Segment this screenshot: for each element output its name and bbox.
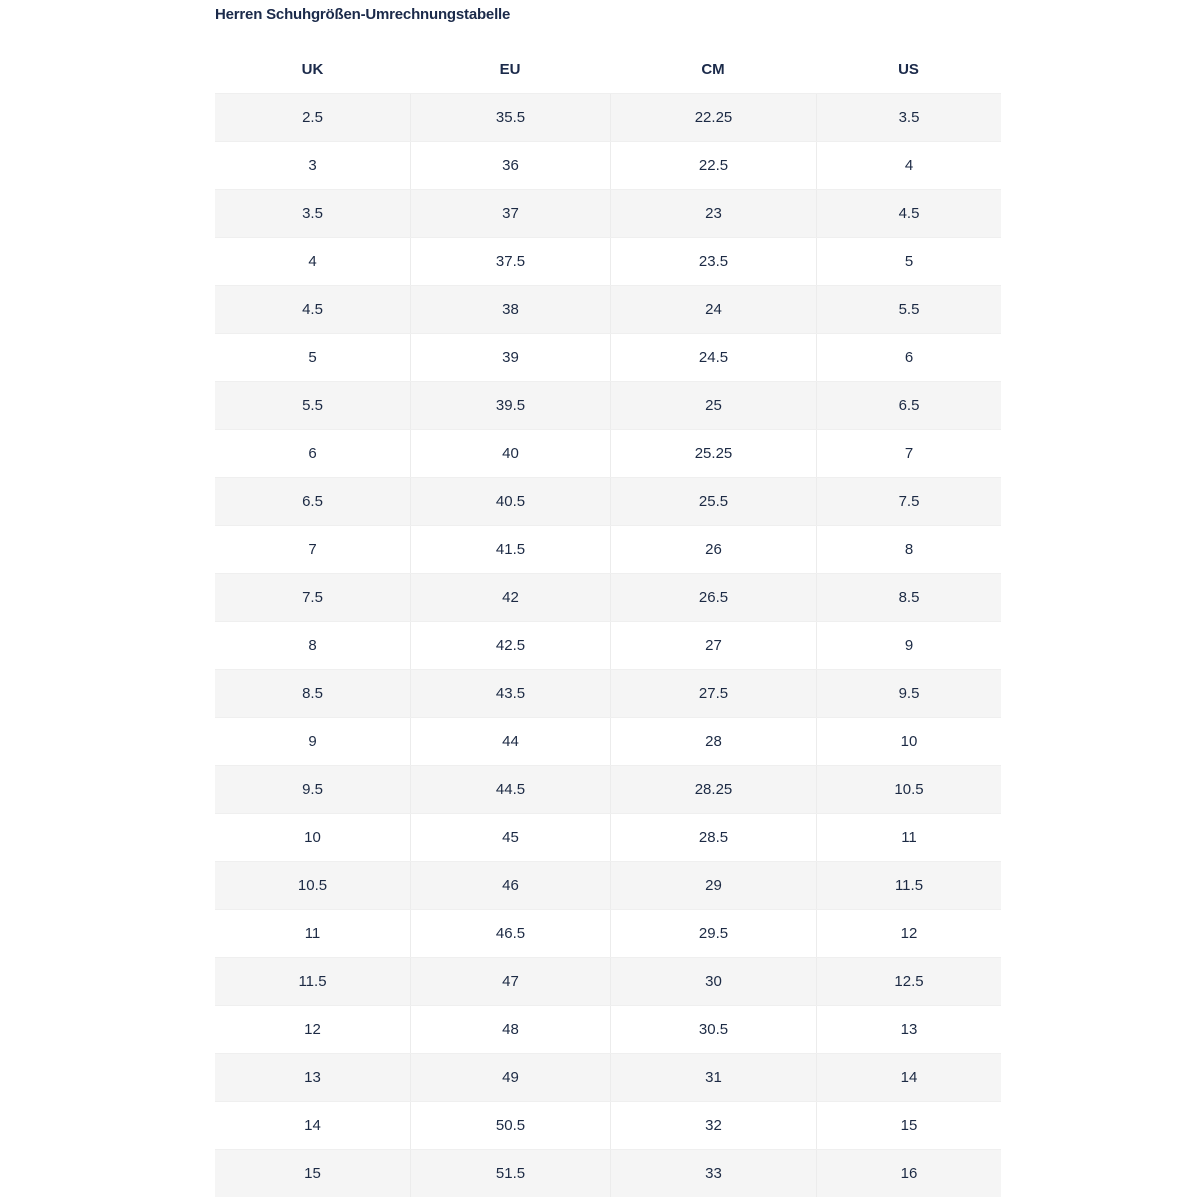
cell-eu: 42.5 [410,622,610,669]
cell-uk: 9.5 [302,781,323,798]
column-header-uk: UK [301,61,324,78]
cell-eu: 37 [410,190,610,237]
table-row [215,1101,1001,1149]
cell-us: 3.5 [816,94,1001,141]
cell-cm: 28.25 [610,766,816,813]
cell-us: 5.5 [816,286,1001,333]
cell-uk: 12 [304,1021,321,1038]
cell-cm: 23.5 [610,238,816,285]
cell-cm: 24 [610,286,816,333]
cell-uk: 5.5 [302,397,323,414]
cell-eu: 40 [410,430,610,477]
cell-uk: 13 [304,1069,321,1086]
cell-cm: 26.5 [610,574,816,621]
cell-cm: 24.5 [610,334,816,381]
cell-uk: 14 [304,1117,321,1134]
table-row [215,237,1001,285]
cell-cm: 25 [610,382,816,429]
table-row [215,573,1001,621]
cell-eu: 45 [410,814,610,861]
cell-cm: 27.5 [610,670,816,717]
cell-uk: 11.5 [298,973,327,990]
cell-eu: 37.5 [410,238,610,285]
cell-eu: 42 [410,574,610,621]
table-row [215,813,1001,861]
cell-eu: 44.5 [410,766,610,813]
cell-us: 14 [816,1054,1001,1101]
cell-eu: 40.5 [410,478,610,525]
cell-uk: 4.5 [302,301,323,318]
cell-uk: 9 [308,733,317,750]
cell-us: 4.5 [816,190,1001,237]
cell-cm: 25.5 [610,478,816,525]
page-title: Herren Schuhgrößen-Umrechnungstabelle [215,6,511,23]
table-row [215,909,1001,957]
cell-uk: 3.5 [302,205,323,222]
cell-us: 13 [816,1006,1001,1053]
size-conversion-table [215,46,1001,1197]
table-row [215,1005,1001,1053]
cell-us: 11.5 [816,862,1001,909]
cell-us: 7 [816,430,1001,477]
cell-eu: 51.5 [410,1150,610,1197]
cell-uk: 5 [308,349,317,366]
table-row [215,957,1001,1005]
table-row [215,717,1001,765]
table-body [215,93,1001,1197]
table-row [215,861,1001,909]
cell-uk: 4 [308,253,317,270]
cell-uk: 7.5 [302,589,323,606]
cell-us: 10.5 [816,766,1001,813]
cell-cm: 29.5 [610,910,816,957]
cell-us: 5 [816,238,1001,285]
cell-uk: 15 [304,1165,321,1182]
column-header-cm: CM [701,61,725,78]
cell-cm: 25.25 [610,430,816,477]
cell-cm: 28 [610,718,816,765]
table-row [215,333,1001,381]
cell-us: 9.5 [816,670,1001,717]
cell-uk: 6 [308,445,317,462]
cell-us: 6.5 [816,382,1001,429]
cell-us: 16 [816,1150,1001,1197]
cell-cm: 31 [610,1054,816,1101]
cell-eu: 47 [410,958,610,1005]
cell-cm: 28.5 [610,814,816,861]
table-row [215,1149,1001,1197]
cell-us: 9 [816,622,1001,669]
cell-cm: 26 [610,526,816,573]
cell-eu: 39.5 [410,382,610,429]
cell-cm: 23 [610,190,816,237]
cell-eu: 50.5 [410,1102,610,1149]
table-row [215,525,1001,573]
table-row [215,141,1001,189]
cell-cm: 29 [610,862,816,909]
table-header-row [215,46,1001,93]
cell-us: 10 [816,718,1001,765]
cell-uk: 10.5 [297,877,328,894]
cell-cm: 32 [610,1102,816,1149]
table-row [215,621,1001,669]
cell-eu: 35.5 [410,94,610,141]
table-row [215,669,1001,717]
cell-eu: 36 [410,142,610,189]
cell-us: 6 [816,334,1001,381]
cell-us: 12 [816,910,1001,957]
column-header-eu: EU [499,61,521,78]
table-row [215,1053,1001,1101]
table-row [215,429,1001,477]
cell-eu: 49 [410,1054,610,1101]
cell-uk: 8 [308,637,317,654]
cell-cm: 33 [610,1150,816,1197]
table-row [215,765,1001,813]
cell-us: 11 [816,814,1001,861]
table-row [215,189,1001,237]
cell-uk: 10 [304,829,321,846]
cell-uk: 6.5 [302,493,323,510]
cell-us: 15 [816,1102,1001,1149]
cell-uk: 3 [308,157,317,174]
cell-cm: 27 [610,622,816,669]
cell-uk: 2.5 [302,109,323,126]
cell-eu: 39 [410,334,610,381]
cell-cm: 22.25 [610,94,816,141]
cell-uk: 7 [308,541,317,558]
cell-eu: 38 [410,286,610,333]
cell-cm: 22.5 [610,142,816,189]
cell-eu: 46 [410,862,610,909]
cell-us: 8 [816,526,1001,573]
cell-cm: 30.5 [610,1006,816,1053]
cell-eu: 48 [410,1006,610,1053]
cell-cm: 30 [610,958,816,1005]
cell-eu: 43.5 [410,670,610,717]
table-row [215,477,1001,525]
cell-us: 8.5 [816,574,1001,621]
cell-eu: 44 [410,718,610,765]
column-header-us: US [898,61,919,78]
cell-eu: 41.5 [410,526,610,573]
cell-uk: 11 [304,925,321,942]
cell-eu: 46.5 [410,910,610,957]
cell-us: 4 [816,142,1001,189]
cell-us: 7.5 [816,478,1001,525]
cell-uk: 8.5 [302,685,323,702]
table-row [215,285,1001,333]
table-row [215,381,1001,429]
table-row [215,93,1001,141]
cell-us: 12.5 [816,958,1001,1005]
